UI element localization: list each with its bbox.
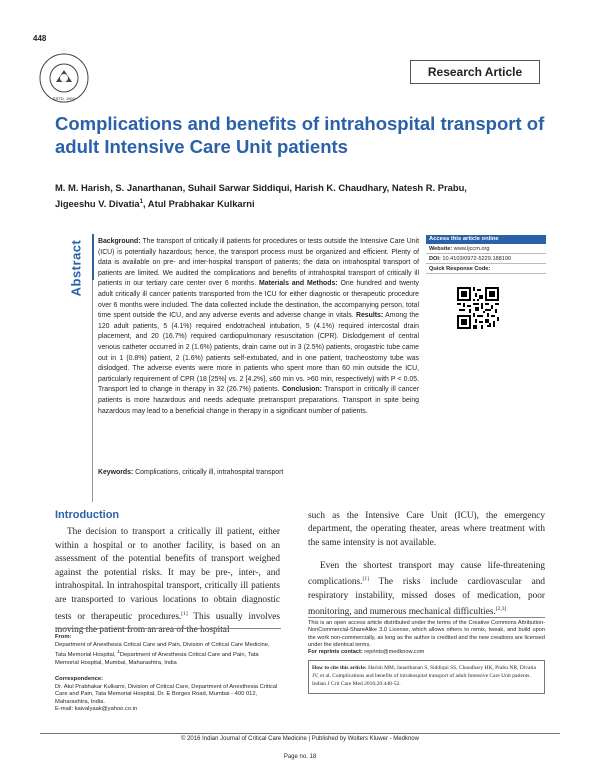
abstract-box [92, 234, 418, 502]
cite-text: Harish MM, Janarthanan S, Siddiqui SS, Chaudhary HK, Prabu NR, Divatia JV, et al. Complications and benefits of intrahospital transport of adult Intensive Care Unit patients. Indian J Crit Care Med 2016;20:448-52. [312, 665, 536, 687]
methods-text: One hundred and twenty adult critically ill cancer patients transported from the ICU for either diagnostic or therapeutic procedure over 6 months were included. The data collected include the destination, the accompanying person, total time spent outside the ICU, and any adverse events and adverse change in vitals. [98, 280, 419, 320]
footnote-divider [55, 628, 281, 629]
page-number: 448 [33, 34, 47, 43]
svg-text:ESTD. 1993: ESTD. 1993 [53, 96, 75, 101]
abstract-label-text: Abstract [68, 239, 84, 297]
footer-divider [40, 733, 560, 734]
conclusion-text: Transport in critically ill cancer patients is more hazardous and needs adequate pretransport preparations. Transport in spite being hazardous may lead to a beneficial change in therapy in a significant number of patients. [98, 386, 419, 415]
intro-text-2: Even the shortest transport may cause life-threatening complications. [308, 561, 545, 588]
results-text: Among the 120 adult patients, 5 (4.1%) required endotracheal intubation, 5 (4.1%) required intercostal drain placement, and 20 (16.7%) required cardiopulmonary resuscitation (CPR). Dislodgement of central venous catheter occurred in 2 (1.6%) patients, drain came out in 3 (2.5%) patients, orogastric tube came out in 1 (0.8%) patient, 2 (1.6%) patients self-extubated, and in one patient, tracheostomy tube was dislodged. The adverse events were more in patients who spent more than 60 min outside the ICU, particularly requirement of CPR (18 [25%] vs. 2 [4.2%], ≤60 min vs. >60 min, respectively) with P < 0.05. Transport led to change in therapy in 32 (26.7%) patients. [98, 312, 419, 394]
license-notice: This is an open access article distributed under the terms of the Creative Commons Attribution-NonCommercial-ShareAlike 3.0 License, which allows others to remix, tweak, and build upon the work non-commercially, as long as the author is credited and the new creations are licensed under the identical terms. [308, 617, 545, 650]
background-text: The transport of critically ill patients for procedures or tests outside the Intensive Care Unit (ICU) is potentially hazardous; hence, the transport process must be organized and efficient. Plenty of data is available on pre- and inter-hospital transport of patients; the data on intrahospital transport of patients are limited. We audited the complications and benefits of intrahospital transport of critically ill patients in our tertiary care center over 6 months. [98, 238, 419, 288]
methods-label: Materials and Methods: [259, 280, 338, 288]
results-label: Results: [355, 312, 384, 320]
reprints-contact [308, 649, 424, 655]
citation-ref[interactable]: [1] [362, 576, 369, 583]
abstract-body [98, 237, 419, 417]
iscc-seal-icon [34, 52, 94, 104]
from-text: Department of Anesthesia Critical Care and Pain, Division of Critical Care Medicine, Tata Memorial Hospital, [55, 641, 270, 659]
keywords [98, 468, 419, 478]
authors-line-2 [55, 195, 565, 211]
access-qr-label [426, 264, 546, 274]
society-logo [34, 52, 94, 104]
abstract-label [62, 238, 90, 298]
qr-code-icon [457, 287, 499, 329]
intro-text-1: The decision to transport a critically ill patient, either within a hospital or to another facility, is based on an assessment of the potential benefits of transport weighed against the potential risks. It may be pre-, inter-, and intrahospital. In intrahospital transport, critically ill patients are transported to various locations to obtain diagnostic tests or therapeutic procedures. [55, 527, 280, 622]
footer-copyright: © 2016 Indian Journal of Critical Care Medicine | Published by Wolters Kluwer - Medknow [181, 736, 419, 742]
doi-label: DOI: [429, 256, 441, 262]
access-heading: Access this article online [426, 235, 546, 244]
qr-label: Quick Response Code: [429, 266, 491, 272]
intro-paragraph-1 [55, 526, 280, 638]
from-text-tail: Department of Anesthesia Critical Care and Pain, Tata Memorial Hospital, Mumbai, Maharashtra, India [55, 652, 259, 666]
intro-text-2b: The risks include cardiovascular and respiratory instability, missed doses of medication, poor monitoring, and numerous mechanical difficulties. [308, 577, 545, 617]
citation-box [308, 660, 545, 694]
authors-line-1: M. M. Harish, S. Janarthanan, Suhail Sarwar Siddiqui, Harish K. Chaudhary, Natesh R. Prabu, [55, 182, 467, 193]
affiliation-from [55, 634, 281, 667]
citation-ref[interactable]: [2,3] [495, 605, 507, 612]
reprints-label: For reprints contact: [308, 649, 363, 655]
correspondence-label: Correspondence: [55, 676, 103, 682]
background-label: Background: [98, 238, 141, 245]
website-link[interactable]: www.ijccm.org [452, 246, 490, 252]
article-type-badge: Research Article [410, 60, 540, 84]
from-label: From: [55, 634, 72, 640]
author-divatia: Jigeeshu V. Divatia [55, 198, 140, 210]
cite-label: How to cite this article: [312, 665, 367, 671]
keywords-text: Complications, critically ill, intrahospital transport [133, 469, 284, 476]
citation-ref[interactable]: [1] [181, 610, 188, 617]
affiliation-marker: 1 [139, 199, 143, 205]
access-online-box [426, 235, 546, 335]
affiliation-marker: 1 [117, 650, 120, 656]
doi-link[interactable]: 10.4103/0972-5229.188190 [440, 256, 512, 262]
website-label: Website: [429, 246, 453, 252]
author-kulkarni: , Atul Prabhakar Kulkarni [142, 198, 255, 210]
article-title: Complications and benefits of intrahospital transport of adult Intensive Care Unit patients [55, 113, 545, 157]
correspondence-text: Dr. Atul Prabhakar Kulkarni, Division of Critical Care, Department of Anesthesia Critical Care and Pain, Tata Memorial Hospital, Dr. E Borges Road, Mumbai - 400 012, Maharashtra, India. [55, 683, 278, 705]
access-website [426, 244, 546, 254]
conclusion-label: Conclusion: [282, 386, 322, 394]
correspondence-email[interactable]: E-mail: kaivalyaak@yahoo.co.in [55, 706, 138, 713]
intro-text-1-tail: This usually involves moving the patient from an area of the hospital [55, 611, 280, 636]
intro-paragraph-1-cont: such as the Intensive Care Unit (ICU), the emergency department, the operating theater, areas where treatment with the same intensity is not available. [308, 511, 545, 548]
keywords-label: Keywords: [98, 469, 134, 476]
access-doi [426, 254, 546, 264]
author-list [55, 180, 565, 211]
reprints-email[interactable]: reprints@medknow.com [362, 649, 425, 655]
intro-paragraph-2 [308, 560, 545, 619]
footer-page-number: Page no. 18 [283, 754, 317, 760]
introduction-heading: Introduction [55, 509, 120, 521]
correspondence [55, 676, 281, 714]
